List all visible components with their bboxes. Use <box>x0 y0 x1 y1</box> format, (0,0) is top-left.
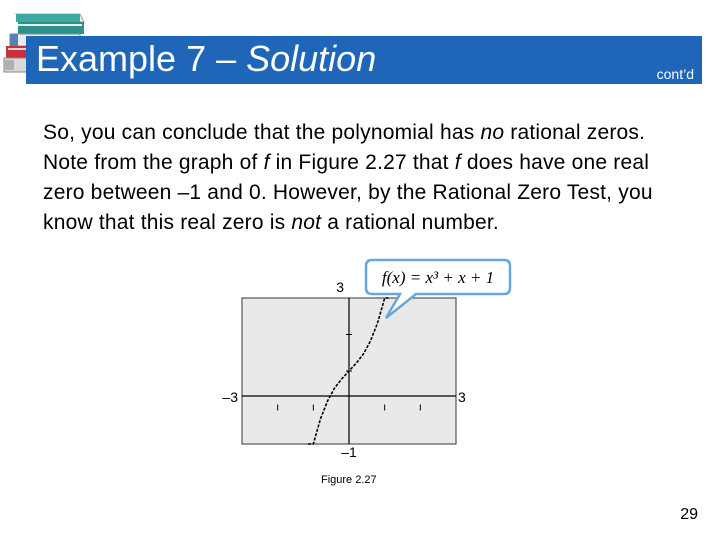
function-label: f(x) = x³ + x + 1 <box>381 268 495 287</box>
title-italic: Solution <box>246 38 377 79</box>
body-emphasis-1: no <box>480 121 505 144</box>
y-min-label: –1 <box>341 444 357 460</box>
body-paragraph <box>43 118 673 238</box>
body-text-1: So, you can conclude that the polynomial has <box>43 121 481 144</box>
x-max-label: 3 <box>458 389 466 405</box>
function-graph <box>210 252 530 467</box>
slide-title <box>36 38 376 80</box>
y-max-label: 3 <box>336 279 344 295</box>
body-text-3: in Figure 2.27 that <box>269 151 455 174</box>
x-min-label: –3 <box>222 389 238 405</box>
body-emphasis-3: f <box>454 151 461 174</box>
continued-label: cont’d <box>656 66 694 82</box>
body-text-4: does have one real zero between –1 and 0. However, by the Rational Zero Test, you know that this real zero is <box>43 151 653 234</box>
body-emphasis-4: not <box>291 211 322 234</box>
body-text-2: rational zeros. Note from the graph of <box>43 121 646 174</box>
body-emphasis-2: f <box>263 151 270 174</box>
title-main: Example 7 – <box>36 38 247 79</box>
page-number: 29 <box>680 506 698 523</box>
figure-caption: Figure 2.27 <box>321 474 377 486</box>
body-text-5: a rational number. <box>321 211 499 234</box>
title-bar <box>26 36 702 84</box>
